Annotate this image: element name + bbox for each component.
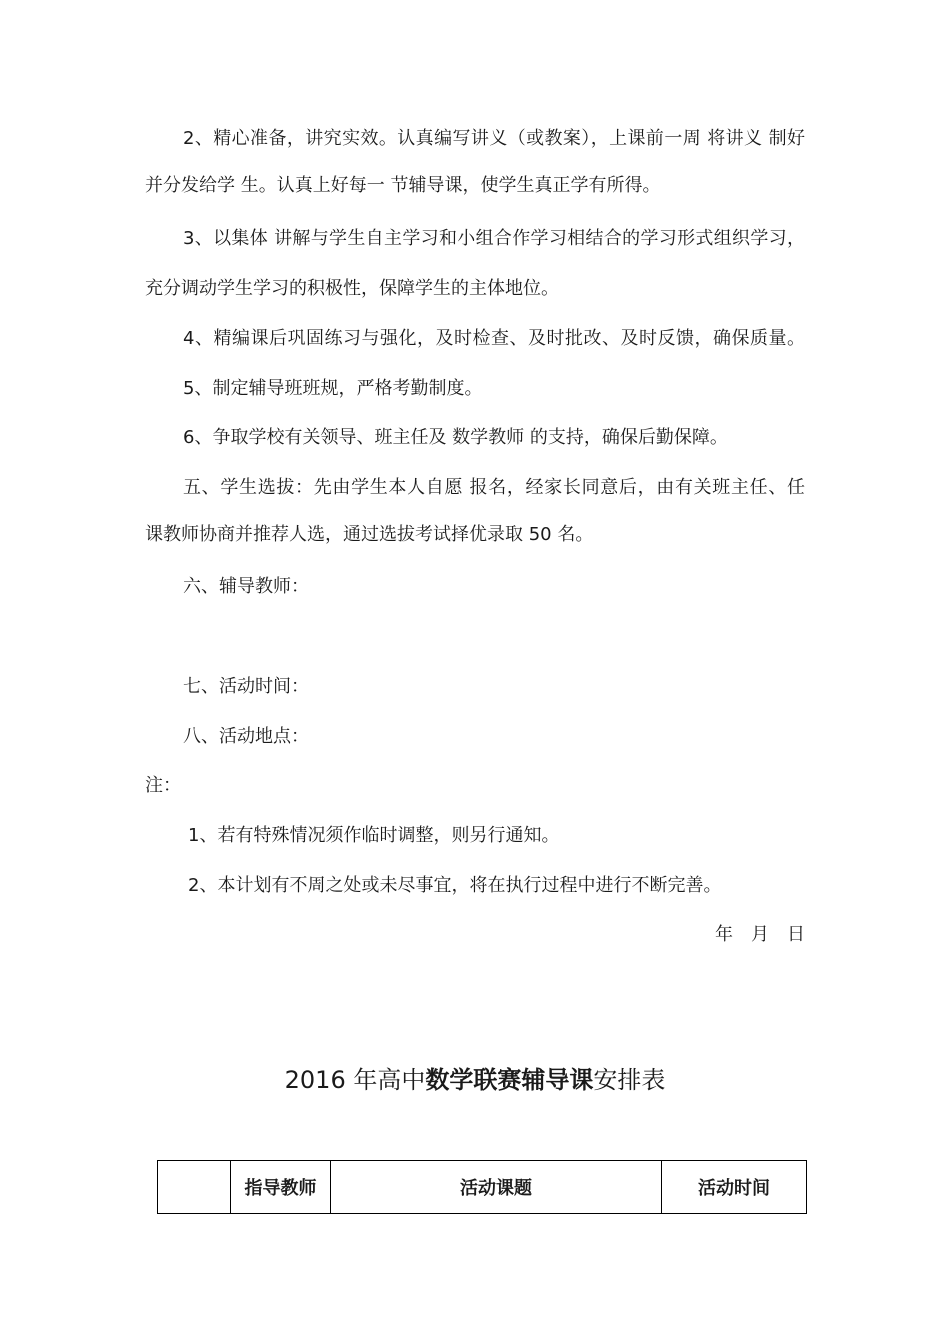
plan-item-2-line-2: 并分发给学 生。认真上好每一 节辅导课，使学生真正学有所得。: [145, 175, 661, 196]
plan-item-3-line-1: 3、以集体 讲解与学生自主学习和小组合作学习相结合的学习形式组织学习，: [183, 228, 805, 249]
header-cell-time: 活动时间: [662, 1161, 807, 1214]
schedule-title: [0, 1064, 950, 1096]
schedule-header-row: [158, 1161, 807, 1214]
header-cell-topic: 活动课题: [331, 1161, 662, 1214]
schedule-table: [157, 1160, 807, 1214]
plan-item-5: 5、制定辅导班班规，严格考勤制度。: [183, 378, 483, 399]
section-activity-time: 七、活动时间：: [183, 676, 309, 697]
notes-label: 注：: [145, 775, 181, 796]
header-cell-tutor: 指导教师: [231, 1161, 331, 1214]
plan-item-3-line-2: 充分调动学生学习的积极性，保障学生的主体地位。: [145, 278, 559, 299]
plan-item-4: 4、精编课后巩固练习与强化，及时检查、及时批改、及时反馈，确保质量。: [183, 328, 805, 349]
schedule-title-suffix: 安排表: [593, 1066, 666, 1094]
note-item-2: 2、本计划有不周之处或未尽事宜，将在执行过程中进行不断完善。: [188, 875, 722, 896]
section-student-selection-line-1: 五、学生选拔：先由学生本人自愿 报名，经家长同意后，由有关班主任、任: [183, 477, 805, 498]
date-line: 年 月 日: [715, 924, 805, 945]
note-item-1: 1、若有特殊情况须作临时调整，则另行通知。: [188, 825, 560, 846]
section-activity-location: 八、活动地点：: [183, 726, 309, 747]
section-student-selection-line-2: 课教师协商并推荐人选，通过选拔考试择优录取 50 名。: [145, 524, 594, 545]
schedule-title-prefix: 2016 年高中: [284, 1066, 426, 1094]
section-tutors: 六、辅导教师：: [183, 576, 309, 597]
plan-item-6: 6、争取学校有关领导、班主任及 数学教师 的支持，确保后勤保障。: [183, 427, 728, 448]
header-cell-blank: [158, 1161, 231, 1214]
plan-item-2-line-1: 2、精心准备，讲究实效。认真编写讲义（或教案），上课前一周 将讲义 制好: [183, 128, 805, 149]
schedule-title-emphasis: 数学联赛辅导课: [425, 1066, 594, 1094]
